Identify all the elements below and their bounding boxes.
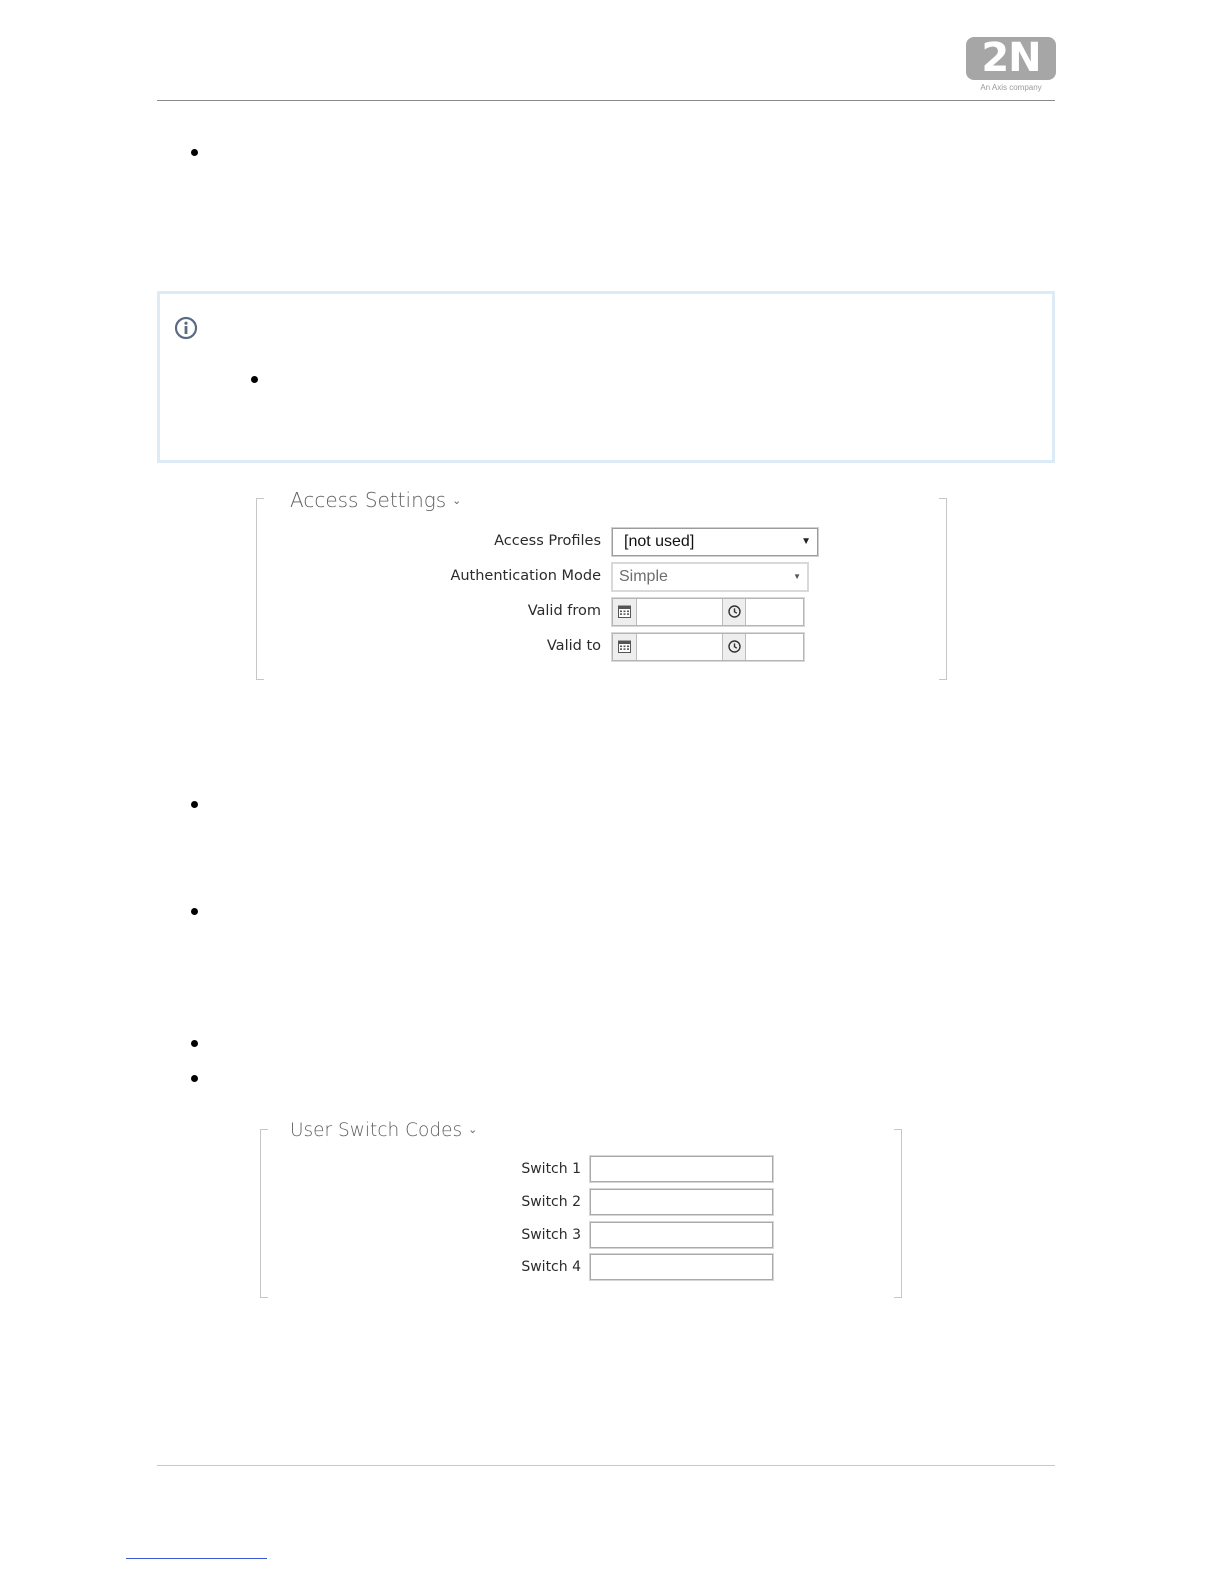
clock-icon bbox=[728, 640, 741, 653]
switch-4-label: Switch 4 bbox=[521, 1259, 581, 1275]
calendar-icon bbox=[618, 605, 631, 618]
info-panel bbox=[157, 291, 1055, 463]
company-logo bbox=[966, 37, 1056, 93]
clock-button[interactable] bbox=[722, 634, 746, 660]
list-bullet bbox=[191, 149, 198, 156]
switch-1-input[interactable] bbox=[589, 1155, 774, 1183]
switch-2-label: Switch 2 bbox=[521, 1194, 581, 1210]
list-bullet bbox=[191, 801, 198, 808]
chevron-down-icon: ⌄ bbox=[452, 494, 462, 507]
valid-from-label: Valid from bbox=[527, 603, 601, 619]
valid-to-group bbox=[611, 632, 805, 662]
access-settings-title: Access Settings bbox=[290, 488, 447, 512]
access-settings-legend[interactable] bbox=[290, 488, 461, 512]
fieldset-bracket-right bbox=[939, 498, 947, 680]
switch-1-label: Switch 1 bbox=[521, 1161, 581, 1177]
dropdown-arrow-icon: ▼ bbox=[793, 572, 801, 581]
calendar-button[interactable] bbox=[613, 599, 637, 625]
fieldset-bracket-left bbox=[256, 498, 264, 680]
calendar-icon bbox=[618, 640, 631, 653]
footer-divider bbox=[157, 1465, 1055, 1466]
authentication-mode-select[interactable] bbox=[611, 562, 809, 592]
list-bullet bbox=[191, 908, 198, 915]
valid-from-date-input[interactable] bbox=[638, 599, 722, 625]
access-profiles-label: Access Profiles bbox=[494, 533, 601, 549]
list-bullet bbox=[191, 1075, 198, 1082]
header-divider bbox=[157, 100, 1055, 101]
list-bullet bbox=[191, 1040, 198, 1047]
valid-to-time-input[interactable] bbox=[747, 634, 803, 660]
fieldset-bracket-left bbox=[260, 1129, 268, 1298]
fieldset-bracket-right bbox=[894, 1129, 902, 1298]
switch-2-input[interactable] bbox=[589, 1188, 774, 1216]
authentication-mode-label: Authentication Mode bbox=[450, 568, 601, 584]
chevron-down-icon: ⌄ bbox=[468, 1123, 478, 1136]
list-bullet bbox=[251, 376, 258, 383]
clock-button[interactable] bbox=[722, 599, 746, 625]
logo-mark: 2N bbox=[966, 37, 1056, 80]
clock-icon bbox=[728, 605, 741, 618]
valid-from-time-input[interactable] bbox=[747, 599, 803, 625]
valid-from-group bbox=[611, 597, 805, 627]
switch-3-label: Switch 3 bbox=[521, 1227, 581, 1243]
switch-3-input[interactable] bbox=[589, 1221, 774, 1249]
authentication-mode-value: Simple bbox=[619, 568, 668, 585]
access-profiles-select[interactable] bbox=[611, 527, 819, 557]
info-icon bbox=[174, 316, 198, 340]
valid-to-label: Valid to bbox=[546, 638, 601, 654]
dropdown-arrow-icon: ▼ bbox=[801, 536, 811, 547]
footer-link-underline[interactable] bbox=[126, 1558, 267, 1559]
user-switch-codes-legend[interactable] bbox=[290, 1120, 477, 1141]
calendar-button[interactable] bbox=[613, 634, 637, 660]
valid-to-date-input[interactable] bbox=[638, 634, 722, 660]
user-switch-codes-title: User Switch Codes bbox=[290, 1120, 463, 1141]
switch-4-input[interactable] bbox=[589, 1253, 774, 1281]
logo-tagline: An Axis company bbox=[980, 83, 1042, 92]
access-profiles-value: [not used] bbox=[624, 533, 695, 550]
